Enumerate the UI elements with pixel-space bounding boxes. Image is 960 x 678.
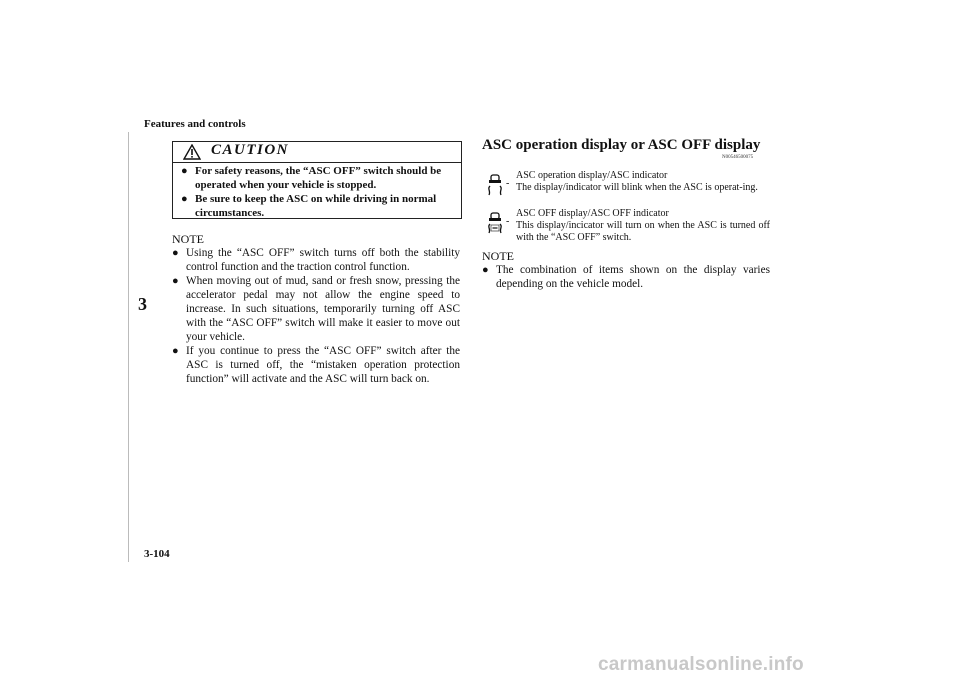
note-label: NOTE <box>172 232 204 246</box>
note-list <box>482 263 770 291</box>
caution-box <box>172 141 462 219</box>
section-header: Features and controls <box>144 118 246 130</box>
note-item <box>172 246 460 274</box>
indicator-name: ASC OFF display/ASC OFF indicator <box>516 208 669 219</box>
indicator-desc <box>516 170 770 194</box>
bullet-icon: ● <box>181 193 188 205</box>
indicator-dash: - <box>506 178 510 189</box>
caution-item-text: Be sure to keep the ASC on while driving in normal circumstances. <box>195 193 437 219</box>
caution-list <box>181 164 457 220</box>
indicator-text: This display/incicator will turn on when the ASC is turned off with the “ASC OFF” switch. <box>516 220 770 243</box>
bullet-icon: ● <box>482 264 489 276</box>
warning-triangle-icon <box>183 144 201 160</box>
watermark: carmanualsonline.info <box>598 654 804 675</box>
indicator-desc <box>516 208 770 244</box>
note-item-text: The combination of items shown on the display varies depending on the vehicle model. <box>496 264 770 290</box>
bullet-icon: ● <box>172 247 179 259</box>
note-item-text: When moving out of mud, sand or fresh snow, pressing the accelerator pedal may not allow the engine speed to increase. In such situations, temporarily turning off ASC with the “ASC OFF” switch will make it easier to move out your vehicle. <box>186 275 460 343</box>
section-code: N00546500075 <box>722 155 754 160</box>
note-right <box>482 249 770 291</box>
note-item <box>172 274 460 344</box>
indicator-dash: - <box>506 216 510 227</box>
bullet-icon: ● <box>172 345 179 357</box>
caution-item <box>181 164 457 192</box>
indicator-row <box>486 170 770 206</box>
chapter-number: 3 <box>138 294 147 314</box>
note-left <box>172 232 460 386</box>
note-list <box>172 246 460 386</box>
caution-item <box>181 192 457 220</box>
note-item-text: Using the “ASC OFF” switch turns off both the stability control function and the traction control function. <box>186 247 460 273</box>
bullet-icon: ● <box>172 275 179 287</box>
note-item <box>482 263 770 291</box>
indicator-name: ASC operation display/ASC indicator <box>516 170 668 181</box>
indicator-row <box>486 208 770 244</box>
bullet-icon: ● <box>181 165 188 177</box>
page-number: 3-104 <box>144 548 170 560</box>
caution-header <box>173 142 461 163</box>
section-title: ASC operation display or ASC OFF display <box>482 137 761 153</box>
chapter-divider <box>128 132 129 562</box>
asc-operation-icon <box>486 174 504 196</box>
note-item <box>172 344 460 386</box>
note-item-text: If you continue to press the “ASC OFF” switch after the ASC is turned off, the “mistaken operation protection function” will activate and the ASC will turn back on. <box>186 345 460 385</box>
note-label: NOTE <box>482 249 514 263</box>
indicator-text: The display/indicator will blink when the ASC is operat-ing. <box>516 182 758 193</box>
asc-off-icon <box>486 212 504 234</box>
caution-title: CAUTION <box>211 142 290 158</box>
caution-item-text: For safety reasons, the “ASC OFF” switch should be operated when your vehicle is stopped. <box>195 165 442 191</box>
